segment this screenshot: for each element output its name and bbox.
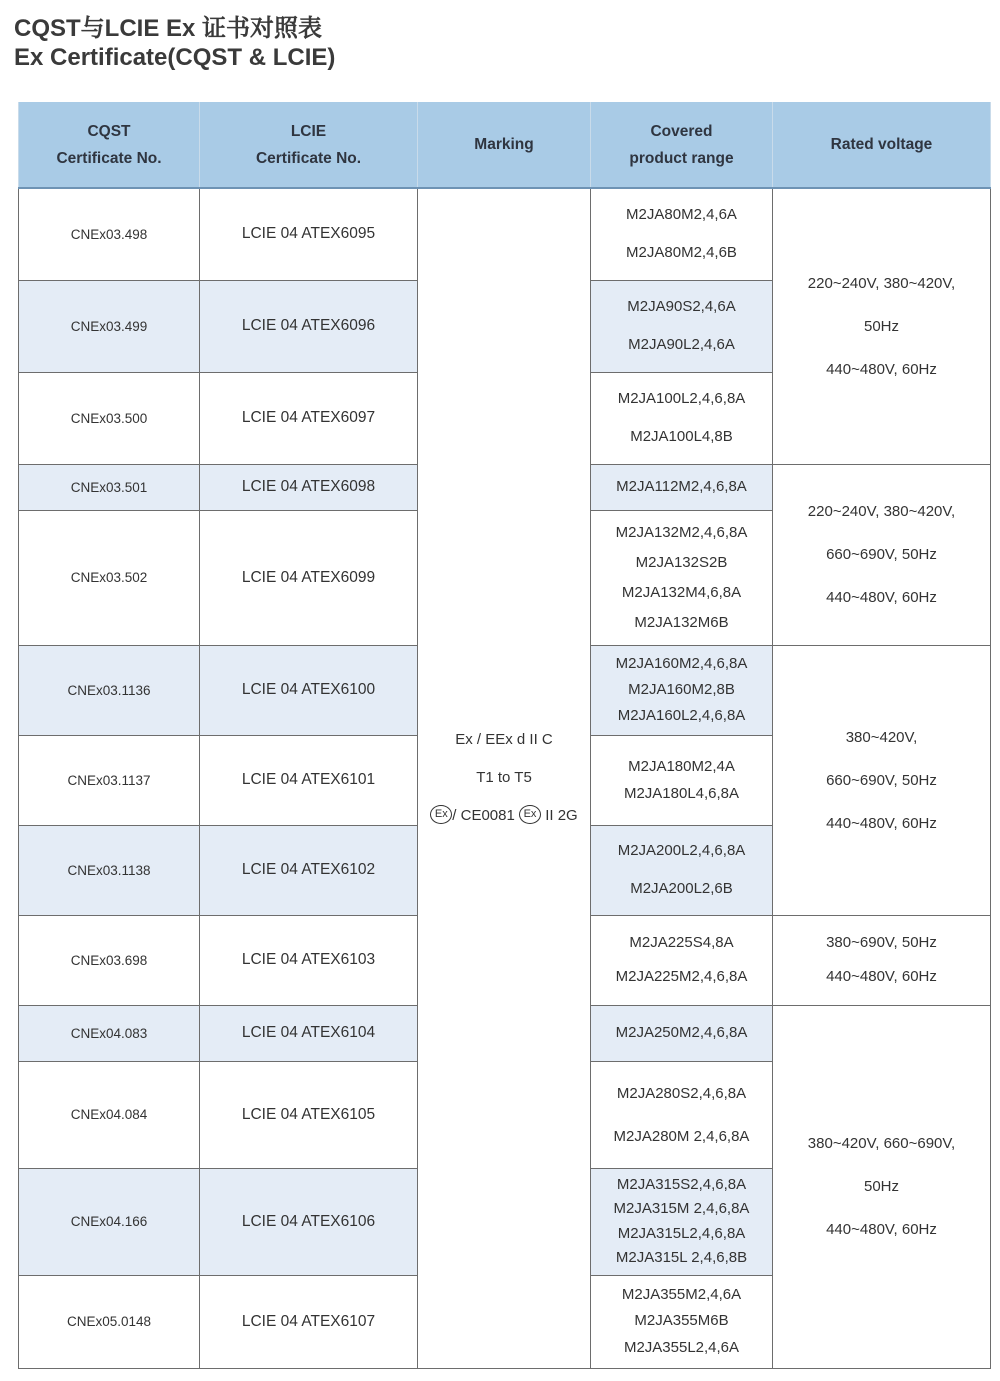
lcie-cell: LCIE 04 ATEX6096 [200,280,418,372]
voltage-cell [773,645,991,915]
lcie-cell: LCIE 04 ATEX6098 [200,464,418,510]
voltage-line: 380~420V, 660~690V, [807,1135,956,1152]
equipment-group: II 2G [545,807,578,825]
voltage-line: 220~240V, 380~420V, [807,274,956,292]
table-header-row [19,102,991,188]
product-cell [591,510,773,645]
product-model: M2JA200L2,6B [630,880,733,897]
cqst-cell: CNEx03.1136 [19,645,200,735]
product-model: M2JA250M2,4,6,8A [615,1024,748,1041]
product-cell [591,915,773,1005]
marking-cell [418,188,591,1368]
cqst-cell: CNEx04.166 [19,1168,200,1275]
lcie-cell: LCIE 04 ATEX6099 [200,510,418,645]
product-cell [591,1061,773,1168]
product-cell [591,735,773,825]
product-model: M2JA315L2,4,6,8A [617,1224,746,1242]
voltage-line: 440~480V, 60Hz [826,589,937,606]
product-model: M2JA225M2,4,6,8A [615,968,748,985]
header-marking: Marking [418,102,591,188]
voltage-cell [773,1005,991,1368]
product-model: M2JA132S2B [635,553,728,571]
product-model: M2JA160M2,8B [628,681,735,698]
product-model: M2JA132M4,6,8A [621,583,742,601]
voltage-line: 440~480V, 60Hz [826,360,937,378]
voltage-line: 440~480V, 60Hz [826,1221,937,1238]
product-cell [591,825,773,915]
product-cell [591,1275,773,1368]
marking-line3 [418,797,590,835]
voltage-line: 440~480V, 60Hz [826,814,937,832]
lcie-cell: LCIE 04 ATEX6103 [200,915,418,1005]
cqst-cell: CNEx03.698 [19,915,200,1005]
product-model: M2JA180M2,4A [628,758,735,775]
product-cell [591,372,773,464]
cqst-cell: CNEx03.1137 [19,735,200,825]
voltage-cell [773,188,991,464]
product-model: M2JA225S4,8A [629,934,734,951]
cqst-cell: CNEx03.1138 [19,825,200,915]
product-model: M2JA200L2,4,6,8A [617,842,746,859]
cqst-cell: CNEx03.501 [19,464,200,510]
product-model: M2JA160M2,4,6,8A [615,655,748,672]
lcie-cell: LCIE 04 ATEX6097 [200,372,418,464]
lcie-cell: LCIE 04 ATEX6102 [200,825,418,915]
page-title-english: Ex Certificate(CQST & LCIE) [14,44,336,71]
product-model: M2JA80M2,4,6B [626,244,737,262]
product-cell [591,188,773,280]
product-cell [591,464,773,510]
header-lcie [200,102,418,188]
product-model: M2JA280M 2,4,6,8A [613,1127,750,1145]
marking-line2: T1 to T5 [476,769,532,787]
product-model: M2JA90S2,4,6A [627,298,736,315]
product-cell [591,1005,773,1061]
header-lcie-line1: LCIE [290,122,327,140]
product-model: M2JA315L 2,4,6,8B [615,1249,748,1266]
product-model: M2JA80M2,4,6A [626,206,737,224]
product-model: M2JA355M2,4,6A [621,1285,742,1303]
product-cell [591,1168,773,1275]
product-model: M2JA180L4,6,8A [623,785,740,802]
header-range-line1: Covered [650,122,713,140]
certificate-table [18,102,991,1369]
voltage-line: 380~690V, 50Hz [826,934,937,951]
page-title-chinese: CQST与LCIE Ex 证书对照表 [14,15,323,42]
cqst-cell: CNEx04.083 [19,1005,200,1061]
header-range-line2: product range [629,149,734,167]
ce-mark: / CE0081 [452,807,515,825]
cqst-cell: CNEx04.084 [19,1061,200,1168]
header-rated-voltage: Rated voltage [773,102,991,188]
table-row [19,188,991,280]
product-model: M2JA112M2,4,6,8A [616,478,747,495]
product-cell [591,645,773,735]
voltage-line: 660~690V, 50Hz [826,771,937,789]
voltage-cell [773,464,991,645]
cqst-cell: CNEx03.500 [19,372,200,464]
cqst-cell: CNEx03.499 [19,280,200,372]
product-model: M2JA280S2,4,6,8A [616,1084,747,1102]
header-lcie-line2: Certificate No. [255,149,362,167]
voltage-line: 50Hz [863,1178,900,1195]
voltage-line: 660~690V, 50Hz [826,546,937,563]
marking-line1: Ex / EEx d II C [455,731,553,749]
voltage-line: 220~240V, 380~420V, [807,503,956,520]
header-product-range [591,102,773,188]
voltage-cell [773,915,991,1005]
voltage-line: 440~480V, 60Hz [826,968,937,985]
product-model: M2JA160L2,4,6,8A [617,707,746,724]
product-model: M2JA355L2,4,6A [623,1338,740,1356]
product-model: M2JA355M6B [634,1312,729,1330]
product-model: M2JA100L4,8B [630,428,733,445]
cqst-cell: CNEx03.498 [19,188,200,280]
lcie-cell: LCIE 04 ATEX6101 [200,735,418,825]
product-model: M2JA132M6B [634,613,729,631]
lcie-cell: LCIE 04 ATEX6104 [200,1005,418,1061]
ex-symbol-icon: Ex [519,805,541,824]
product-cell [591,280,773,372]
cqst-cell: CNEx05.0148 [19,1275,200,1368]
lcie-cell: LCIE 04 ATEX6107 [200,1275,418,1368]
lcie-cell: LCIE 04 ATEX6095 [200,188,418,280]
voltage-line: 50Hz [863,317,900,335]
header-cqst-line1: CQST [87,122,131,140]
product-model: M2JA132M2,4,6,8A [615,523,748,541]
header-cqst-line2: Certificate No. [56,149,162,167]
header-cqst [19,102,200,188]
lcie-cell: LCIE 04 ATEX6106 [200,1168,418,1275]
product-model: M2JA90L2,4,6A [628,336,735,353]
lcie-cell: LCIE 04 ATEX6100 [200,645,418,735]
product-model: M2JA315M 2,4,6,8A [613,1200,750,1217]
lcie-cell: LCIE 04 ATEX6105 [200,1061,418,1168]
product-model: M2JA100L2,4,6,8A [617,390,746,407]
cqst-cell: CNEx03.502 [19,510,200,645]
ex-symbol-icon: Ex [430,805,452,824]
product-model: M2JA315S2,4,6,8A [616,1175,747,1193]
voltage-line: 380~420V, [845,728,918,746]
